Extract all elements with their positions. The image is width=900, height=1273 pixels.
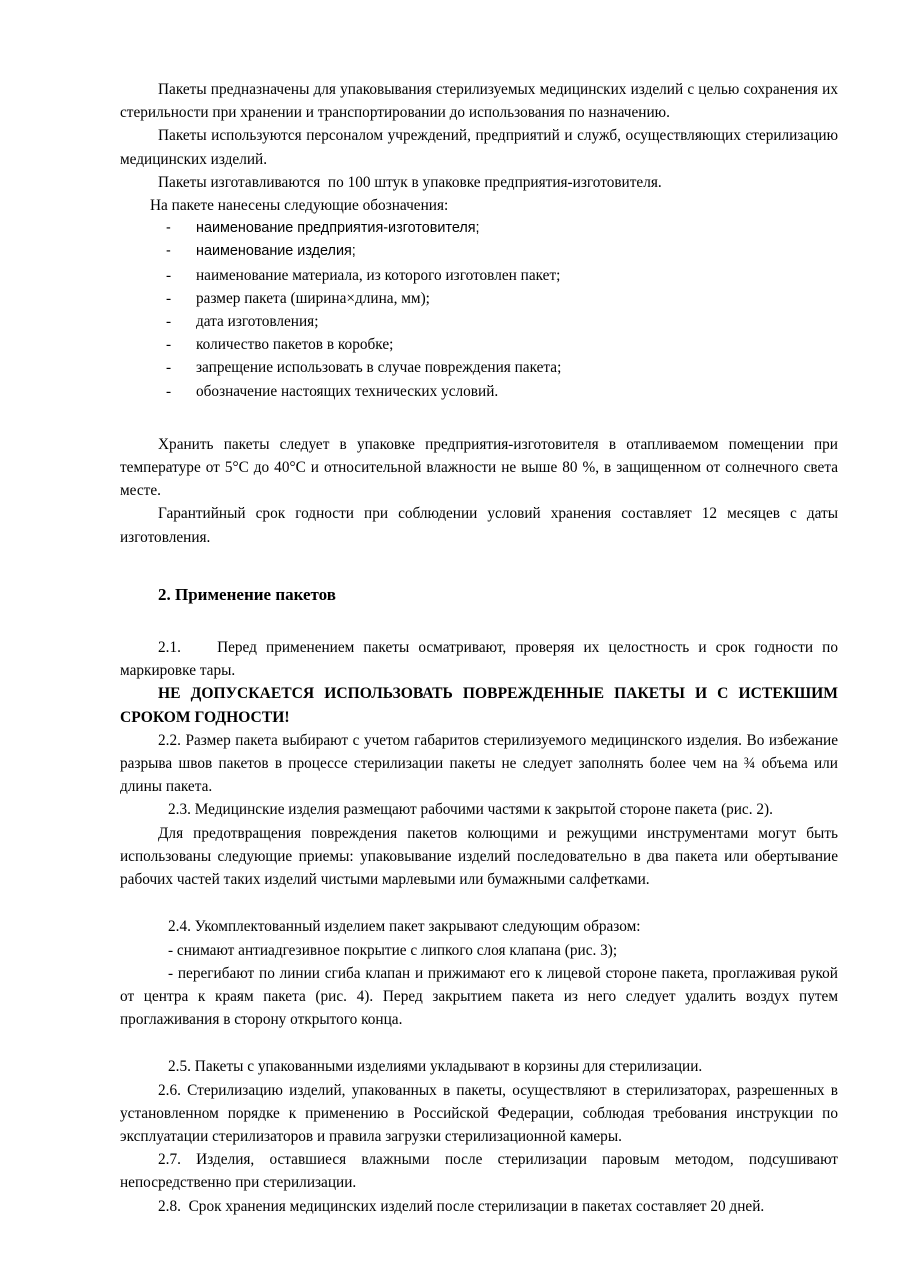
- list-item: [120, 217, 838, 240]
- paragraph-protection-methods: Для предотвращения повреждения пакетов колющими и режущими инструментами могут быть использованы следующие приемы: упаковывание изделий последовательно в два пакета или обертывание рабочих частей таких изделий чистыми марлевыми или бумажными салфетками.: [120, 824, 842, 889]
- spacer: [120, 891, 838, 915]
- list-dash-icon: -: [166, 313, 172, 331]
- list-item: [120, 240, 838, 263]
- clause-2-8: 2.8. Срок хранения медицинских изделий после стерилизации в пакетах составляет 20 дней.: [158, 1197, 765, 1215]
- list-dash-icon: -: [166, 359, 172, 377]
- paragraph-shelf-life: Гарантийный срок годности при соблюдении условий хранения составляет 12 месяцев с даты изготовления.: [120, 505, 842, 546]
- paragraph-packing-quantity: Пакеты изготавливаются по 100 штук в упаковке предприятия-изготовителя.: [158, 173, 662, 191]
- spacer: [120, 1031, 838, 1055]
- clause-2-4: 2.4. Укомплектованный изделием пакет закрывают следующим образом:: [168, 918, 641, 936]
- page-content: [120, 78, 846, 1218]
- list-dash-icon: -: [166, 382, 172, 400]
- clause-2-1: 2.1. Перед применением пакеты осматривают, проверяя их целостность и срок годности по маркировке тары.: [120, 639, 842, 680]
- list-item-label: наименование предприятия-изготовителя;: [196, 220, 480, 237]
- list-dash-icon: -: [166, 220, 171, 237]
- paragraph-storage-conditions: Хранить пакеты следует в упаковке предприятия-изготовителя в отапливаемом помещении при температуре от 5°С до 40°С и относительной влажности не выше 80 %, в защищенном от солнечного света месте.: [120, 435, 842, 500]
- list-item-label: запрещение использовать в случае повреждения пакета;: [196, 359, 562, 377]
- list-item-label: наименование изделия;: [196, 243, 356, 260]
- paragraph-purpose: Пакеты предназначены для упаковывания стерилизуемых медицинских изделий с целью сохранения их стерильности при хранении и транспортировании до использования по назначению.: [120, 81, 842, 122]
- clause-2-7: 2.7. Изделия, оставшиеся влажными после стерилизации паровым методом, подсушивают непосредственно при стерилизации.: [120, 1151, 842, 1192]
- clause-2-5: 2.5. Пакеты с упакованными изделиями укладывают в корзины для стерилизации.: [168, 1058, 703, 1076]
- section-heading-2: 2. Применение пакетов: [158, 584, 336, 604]
- list-item: [120, 287, 838, 310]
- marking-list: [120, 217, 838, 403]
- list-dash-icon: -: [166, 243, 171, 260]
- list-item: [120, 264, 838, 287]
- list-item: [120, 310, 838, 333]
- spacer: [120, 549, 838, 583]
- list-item: [120, 380, 838, 403]
- paragraph-users: Пакеты используются персоналом учреждений, предприятий и служб, осуществляющих стерилизацию медицинских изделий.: [120, 127, 842, 168]
- spacer: [120, 606, 838, 636]
- clause-2-4-step-b: - перегибают по линии сгиба клапан и прижимают его к лицевой стороне пакета, проглаживая рукой от центра к краям пакета (рис. 4). Перед закрытием пакета из него следует удалить воздух путем проглаживания в сторону открытого конца.: [120, 964, 846, 1029]
- list-item: [120, 333, 838, 356]
- list-item-label: наименование материала, из которого изготовлен пакет;: [196, 266, 561, 284]
- list-item-label: размер пакета (ширина×длина, мм);: [196, 289, 430, 307]
- spacer: [120, 403, 838, 433]
- list-dash-icon: -: [166, 289, 172, 307]
- list-dash-icon: -: [166, 266, 172, 284]
- clause-2-6: 2.6. Стерилизацию изделий, упакованных в пакеты, осуществляют в стерилизаторах, разрешенных в установленном порядке к применению в Российской Федерации, соблюдая требования инструкции по эксплуатации стерилизаторов и правила загрузки стерилизационной камеры.: [120, 1081, 842, 1145]
- paragraph-marking-lead: На пакете нанесены следующие обозначения:: [150, 197, 449, 215]
- list-item: [120, 356, 838, 379]
- list-item-label: обозначение настоящих технических условий.: [196, 382, 499, 400]
- list-item-label: количество пакетов в коробке;: [196, 336, 394, 354]
- clause-2-3: 2.3. Медицинские изделия размещают рабочими частями к закрытой стороне пакета (рис. 2).: [168, 801, 773, 819]
- clause-2-2: 2.2. Размер пакета выбирают с учетом габаритов стерилизуемого медицинского изделия. Во избежание разрыва швов пакетов в процессе стерилизации пакеты не следует заполнять более чем на ¾ объема или длины пакета.: [120, 731, 842, 796]
- warning-text: НЕ ДОПУСКАЕТСЯ ИСПОЛЬЗОВАТЬ ПОВРЕЖДЕННЫЕ ПАКЕТЫ И С ИСТЕКШИМ СРОКОМ ГОДНОСТИ!: [120, 685, 842, 726]
- list-item-label: дата изготовления;: [196, 313, 319, 331]
- clause-2-4-step-a: - снимают антиадгезивное покрытие с липкого слоя клапана (рис. 3);: [168, 941, 618, 959]
- list-dash-icon: -: [166, 336, 172, 354]
